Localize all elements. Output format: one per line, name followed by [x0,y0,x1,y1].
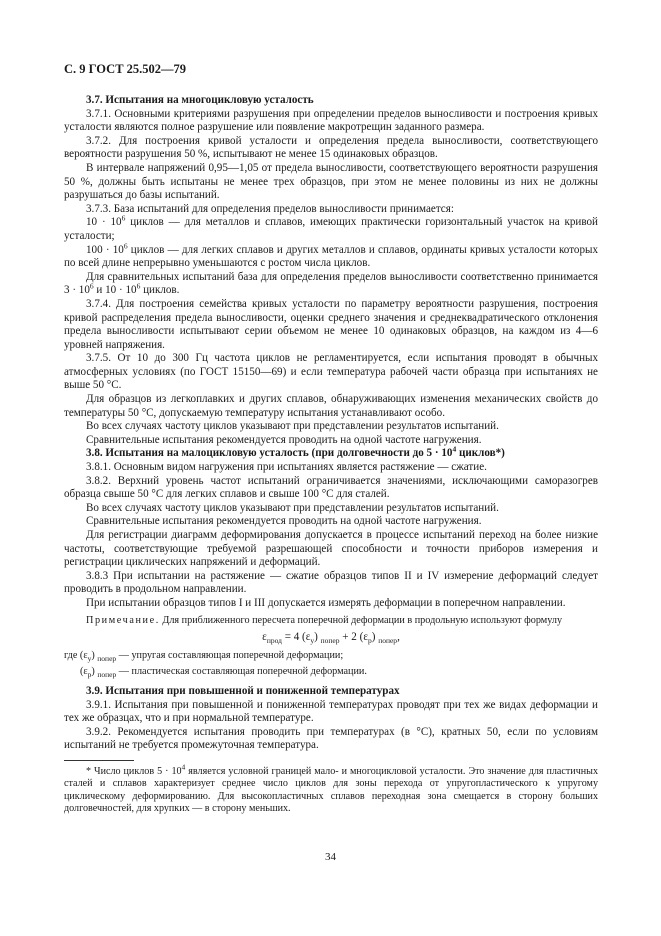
definition [64,649,598,663]
text: Для сравнительных испытаний база для определения пределов выносливости соответственно принимается 3 · 10 [64,270,598,297]
paragraph: 3.9.2. Рекомендуется испытания проводить при температурах (в °С), кратных 50, если по условиям испытаний не требуется промежуточная температура. [64,725,598,752]
exponent: 4 [452,444,457,454]
text: циклов — для металлов и сплавов, имеющих практически горизонтальный участок на кривой усталости; [64,216,598,242]
section-3-9-heading: 3.9. Испытания при повышенной и пониженной температурах [86,684,400,697]
text: ) [314,631,321,644]
note-paragraph [64,614,598,628]
document-body [64,94,598,753]
paragraph: 3.8.2. Верхний уровень частот испытаний ограничивается значениями, исключающими саморазогрев образца свыше 50 °С для легких сплавов и свыше 100 °С для сталей. [64,474,598,501]
text: 10 · 10 [86,216,122,229]
definition [64,665,598,679]
paragraph: 3.7.1. Основными критериями разрушения при определении пределов выносливости и построения кривых усталости являются полное разрушение или появление макротрещин заданного размера. [64,107,598,134]
exponent: 6 [123,240,128,250]
text: циклов — для легких сплавов и других металлов и сплавов, ординаты кривых усталости которых по всей длине непрерывно уменьшаются с ростом числа циклов. [64,243,598,270]
exponent: 6 [136,281,141,291]
subscript: y [87,653,92,663]
paragraph: В интервале напряжений 0,95—1,05 от предела выносливости, соответствующего вероятности разрушения 50 %, должны быть испытаны не менее трех образцов, при этом не менее половины из них не должны разрушаться до базы испытаний. [64,161,598,202]
formula-definitions [64,649,598,679]
exponent: 6 [121,213,126,223]
text: = 4 (ε [281,631,311,644]
text: * Число циклов 5 · 10 [86,766,182,777]
page-number: 34 [325,851,336,863]
section-3-7-heading: 3.7. Испытания на многоцикловую усталость [86,94,314,106]
formula [64,631,598,645]
paragraph: При испытании образцов типов I и III допускается измерять деформации в поперечном направлении. [86,596,566,609]
paragraph: 3.8.3 При испытании на растяжение — сжатие образцов типов II и IV измерение деформаций следует проводить в продольном направлении. [64,569,598,596]
paragraph: Сравнительные испытания рекомендуется проводить на одной частоте нагружения. [86,433,482,446]
text: + 2 (ε [339,631,368,644]
text: 3.8. Испытания на малоцикловую усталость (при долговечности до 5 · 10 [86,447,453,460]
paragraph: 3.9.1. Испытания при повышенной и пониженной температурах проводят при тех же видах деформации и тех же образцах, что и при нормальной температуре. [64,698,598,725]
subscript: прод [266,636,282,646]
subscript: попер [97,670,117,680]
text: где (ε [64,649,88,661]
exponent: 6 [89,281,94,291]
text: является условной границей мало- и многоцикловой усталости. Это значение для пластичных сталей и сплавов характеризует среднее число циклов для зоны перехода от упругопластического к упругому циклическому деформированию. Для высокопластичных сплавов переходная зона смещается в сторону больших долговечностей, для хрупких — в сторону меньших. [64,766,599,815]
text: — пластическая составляющая поперечной деформации. [116,666,367,678]
paragraph: Сравнительные испытания рекомендуется проводить на одной частоте нагружения. [86,515,482,528]
text: (ε [80,666,88,678]
text: — упругая составляющая поперечной деформации; [116,649,344,661]
subscript: p [367,636,372,646]
page-header: С. 9 ГОСТ 25.502—79 [64,62,187,76]
paragraph: 3.7.4. Для построения семейства кривых усталости по параметру вероятности разрушения, построения кривой распределения предела выносливости, оценки среднего значения и среднеквадратического отклонения предела выносливости испытывают серии объемом не менее 10 одинаковых образцов, на каждом из 4—6 уровней напряжения. [64,297,598,351]
paragraph [64,271,598,298]
footnote-divider [64,760,134,761]
paragraph: Во всех случаях частоту циклов указывают при представлении результатов испытаний. [86,420,499,433]
text: Для приближенного пересчета поперечной деформации в продольную используют формулу [159,614,563,626]
section-3-8-heading [64,444,598,461]
text: циклов. [140,284,180,297]
exponent: 4 [181,762,186,772]
paragraph: 3.7.3. База испытаний для определения пределов выносливости принимается: [86,202,454,215]
paragraph: Для регистрации диаграмм деформирования допускается в процессе испытаний переход на более низкие частоты, соответствующие требуемой разрешающей способности и точности приборов измерения и регистрации циклических напряжений и деформаций. [64,529,598,569]
paragraph: 3.7.5. От 10 до 300 Гц частота циклов не регламентируется, если испытания проводят в обычных атмосферных условиях (по ГОСТ 15150—69) и если температура рабочей части образца при испытаниях не выше 50 °С. [64,352,598,392]
text: ) [371,631,379,644]
text: ) [91,666,98,678]
paragraph: Для образцов из легкоплавких и других сплавов, обнаруживающих изменения механических свойств до температуры 50 °С, допускаемую температуру испытания устанавливают особо. [64,393,598,419]
paragraph: 3.8.1. Основным видом нагружения при испытаниях является растяжение — сжатие. [86,461,487,474]
subscript: попер [97,653,117,663]
subscript: попер [320,636,340,646]
footnote [64,762,599,816]
text: ) [91,649,98,661]
subscript: p [87,670,92,680]
paragraph [64,240,598,271]
text: циклов*) [456,447,505,460]
paragraph: 3.7.2. Для построения кривой усталости и определения предела выносливости, соответствующего вероятности разрушения 50 %, испытывают не менее 15 одинаковых образцов. [64,134,598,161]
paragraph: Во всех случаях частоту циклов указывают при представлении результатов испытаний. [86,501,499,514]
subscript: y [310,636,315,646]
text: ε [262,631,267,644]
paragraph [64,213,598,243]
text: , [397,631,400,644]
note-label: Примечание. [86,614,160,626]
text: и 10 · 10 [93,284,137,297]
text: 100 · 10 [86,243,124,256]
subscript: попер [378,636,398,646]
